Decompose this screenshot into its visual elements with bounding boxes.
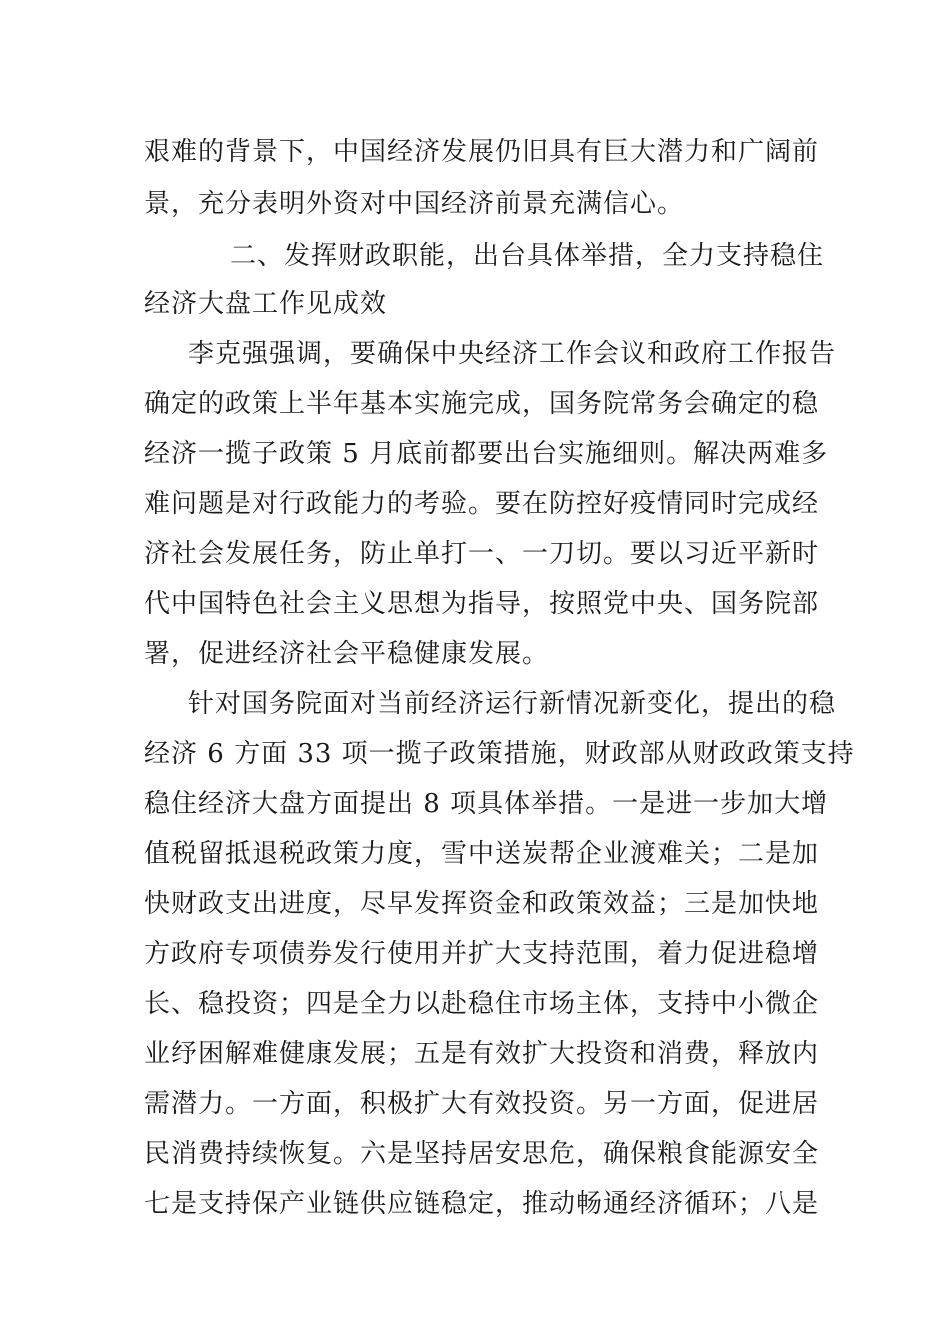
paragraph-line: 快财政支出进度，尽早发挥资金和政策效益；三是加快地 <box>144 889 820 919</box>
paragraph-line: 方政府专项债券发行使用并扩大支持范围，着力促进稳增 <box>144 939 820 969</box>
paragraph-line: 经济一揽子政策 5 月底前都要出台实施细则。解决两难多 <box>144 439 829 469</box>
paragraph-line: 署，促进经济社会平稳健康发展。 <box>144 639 550 669</box>
paragraph-line: 艰难的背景下，中国经济发展仍旧具有巨大潜力和广阔前 <box>144 137 820 167</box>
section-heading-line: 二、发挥财政职能，出台具体举措，全力支持稳住 <box>230 241 825 271</box>
paragraph-line: 七是支持保产业链供应链稳定，推动畅通经济循环；八是 <box>144 1189 820 1219</box>
paragraph-line: 代中国特色社会主义思想为指导，按照党中央、国务院部 <box>144 589 820 619</box>
paragraph-line: 需潜力。一方面，积极扩大有效投资。另一方面，促进居 <box>144 1089 820 1119</box>
paragraph-line: 李克强强调，要确保中央经济工作会议和政府工作报告 <box>188 339 837 369</box>
paragraph-line: 长、稳投资；四是全力以赴稳住市场主体，支持中小微企 <box>144 989 820 1019</box>
paragraph-line: 难问题是对行政能力的考验。要在防控好疫情同时完成经 <box>144 489 820 519</box>
paragraph-line: 针对国务院面对当前经济运行新情况新变化，提出的稳 <box>188 689 837 719</box>
paragraph-line: 值税留抵退税政策力度，雪中送炭帮企业渡难关；二是加 <box>144 839 820 869</box>
paragraph-line: 稳住经济大盘方面提出 8 项具体举措。一是进一步加大增 <box>144 789 829 819</box>
paragraph-line: 济社会发展任务，防止单打一、一刀切。要以习近平新时 <box>144 539 820 569</box>
paragraph-line: 景，充分表明外资对中国经济前景充满信心。 <box>144 189 685 219</box>
section-heading-line: 经济大盘工作见成效 <box>144 289 388 319</box>
paragraph-line: 经济 6 方面 33 项一揽子政策措施，财政部从财政政策支持 <box>144 739 855 769</box>
paragraph-line: 确定的政策上半年基本实施完成，国务院常务会确定的稳 <box>144 389 820 419</box>
paragraph-line: 业纾困解难健康发展；五是有效扩大投资和消费，释放内 <box>144 1039 820 1069</box>
paragraph-line: 民消费持续恢复。六是坚持居安思危，确保粮食能源安全 <box>144 1139 820 1169</box>
